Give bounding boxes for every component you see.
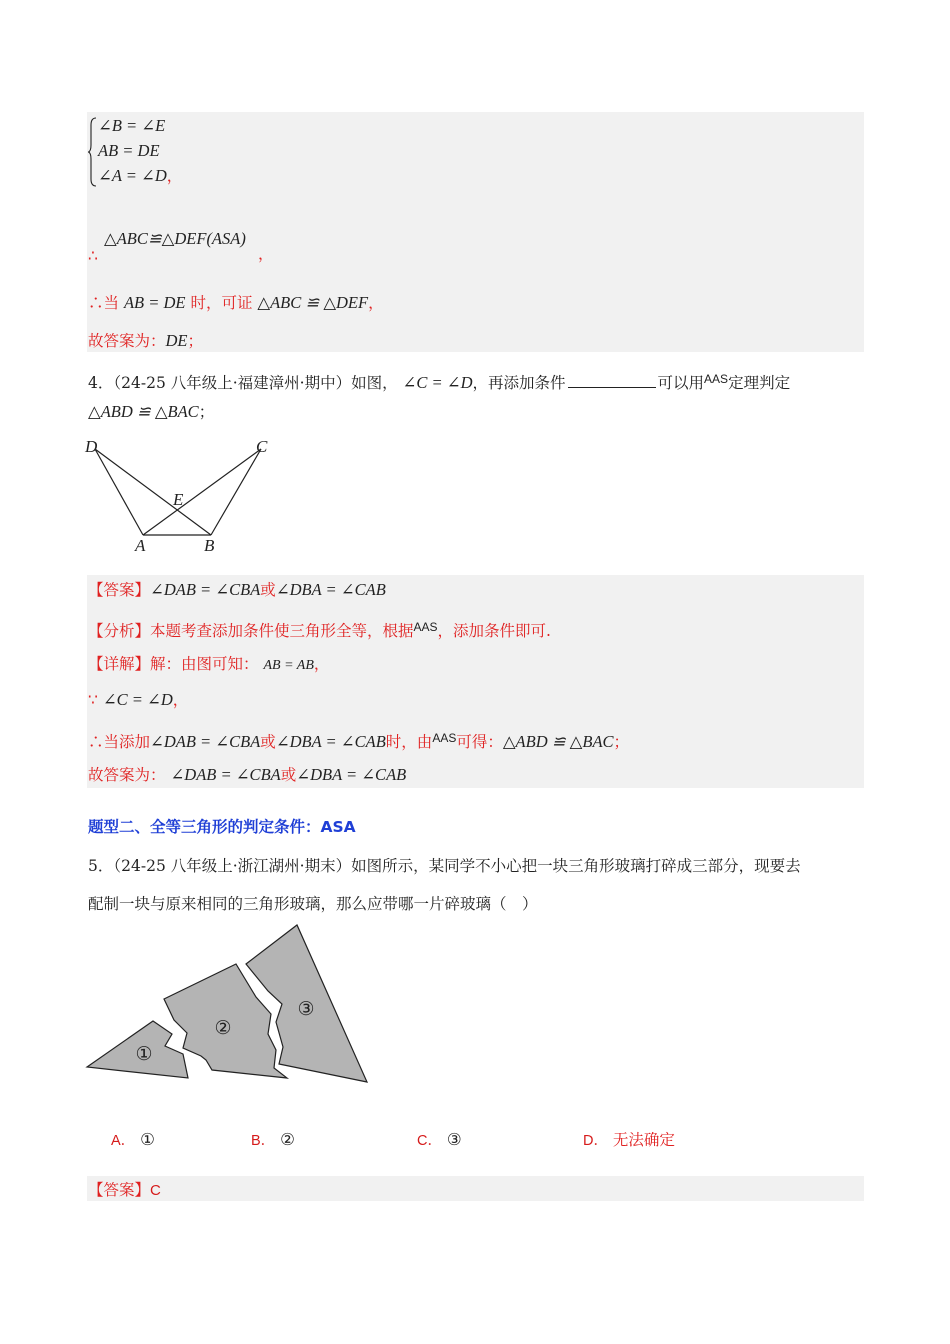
glass-figure bbox=[80, 920, 380, 1090]
section-heading: 题型二、全等三角形的判定条件：ASA bbox=[88, 818, 356, 836]
point-label-e: E bbox=[173, 490, 184, 509]
q4-solution-block bbox=[87, 575, 864, 788]
point-label-b: B bbox=[204, 536, 215, 555]
q4-line-2: △ABD ≌ △BAC； bbox=[88, 402, 215, 421]
q4-therefore-line: ∴当添加∠DAB = ∠CBA或∠DBA = ∠CAB时，由$^{AAS}$可得：△ABD ≌ △BAC； bbox=[88, 731, 630, 751]
q4-answer-line: 【答案】∠DAB = ∠CBA或∠DBA = ∠CAB bbox=[88, 580, 386, 599]
q4-final-answer-line: 故答案为： ∠DAB = ∠CBA或∠DBA = ∠CAB bbox=[88, 765, 407, 784]
q5-line-1: 5．（24-25 八年级上·浙江湖州·期末）如图所示，某同学不小心把一块三角形玻璃打碎成三部分，现要去 bbox=[88, 857, 801, 875]
q5-line-2: 配制一块与原来相同的三角形玻璃，那么应带哪一片碎玻璃（ ） bbox=[88, 895, 538, 913]
q5-answer-line: 【答案】C bbox=[88, 1181, 161, 1199]
congruence-statement: △ABC≌△DEF(ASA) bbox=[104, 229, 246, 248]
glass-label-1: ① bbox=[135, 1043, 153, 1065]
system-line-3: ∠A = ∠D， bbox=[98, 166, 183, 185]
therefore-symbol: ∴ bbox=[88, 247, 98, 265]
glass-label-2: ② bbox=[214, 1017, 232, 1039]
glass-label-3: ③ bbox=[297, 998, 315, 1020]
left-brace-icon bbox=[88, 117, 98, 187]
point-label-a: A bbox=[135, 536, 146, 555]
answer-blank bbox=[568, 373, 656, 388]
point-label-d: D bbox=[85, 437, 98, 456]
q4-analysis-line: 【分析】本题考查添加条件使三角形全等，根据$^{AAS}$，添加条件即可. bbox=[88, 620, 551, 640]
option-a[interactable]: A． ① bbox=[111, 1130, 155, 1149]
conclusion-line: ∴当 AB = DE 时，可证 △ABC ≌ △DEF， bbox=[88, 293, 384, 312]
q4-figure bbox=[80, 432, 280, 557]
q4-because-line: ∵ ∠C = ∠D， bbox=[88, 690, 189, 709]
q5-answer-block bbox=[87, 1176, 864, 1201]
system-line-1: ∠B = ∠E bbox=[98, 116, 166, 135]
congruence-trail: ， bbox=[258, 245, 274, 263]
q4-detail-line: 【详解】解：由图可知： AB = AB， bbox=[88, 655, 330, 673]
q4-line-1: 4．（24-25 八年级上·福建漳州·期中）如图， ∠C = ∠D，再添加条件 可以用$^{AAS}$定理判定 bbox=[88, 372, 791, 392]
point-label-c: C bbox=[256, 437, 268, 456]
system-line-2: AB = DE bbox=[98, 141, 160, 160]
option-d[interactable]: D． 无法确定 bbox=[583, 1131, 675, 1149]
prev-answer-line: 故答案为：DE； bbox=[88, 331, 204, 350]
option-b[interactable]: B． ② bbox=[251, 1130, 295, 1149]
option-c[interactable]: C． ③ bbox=[417, 1130, 462, 1149]
